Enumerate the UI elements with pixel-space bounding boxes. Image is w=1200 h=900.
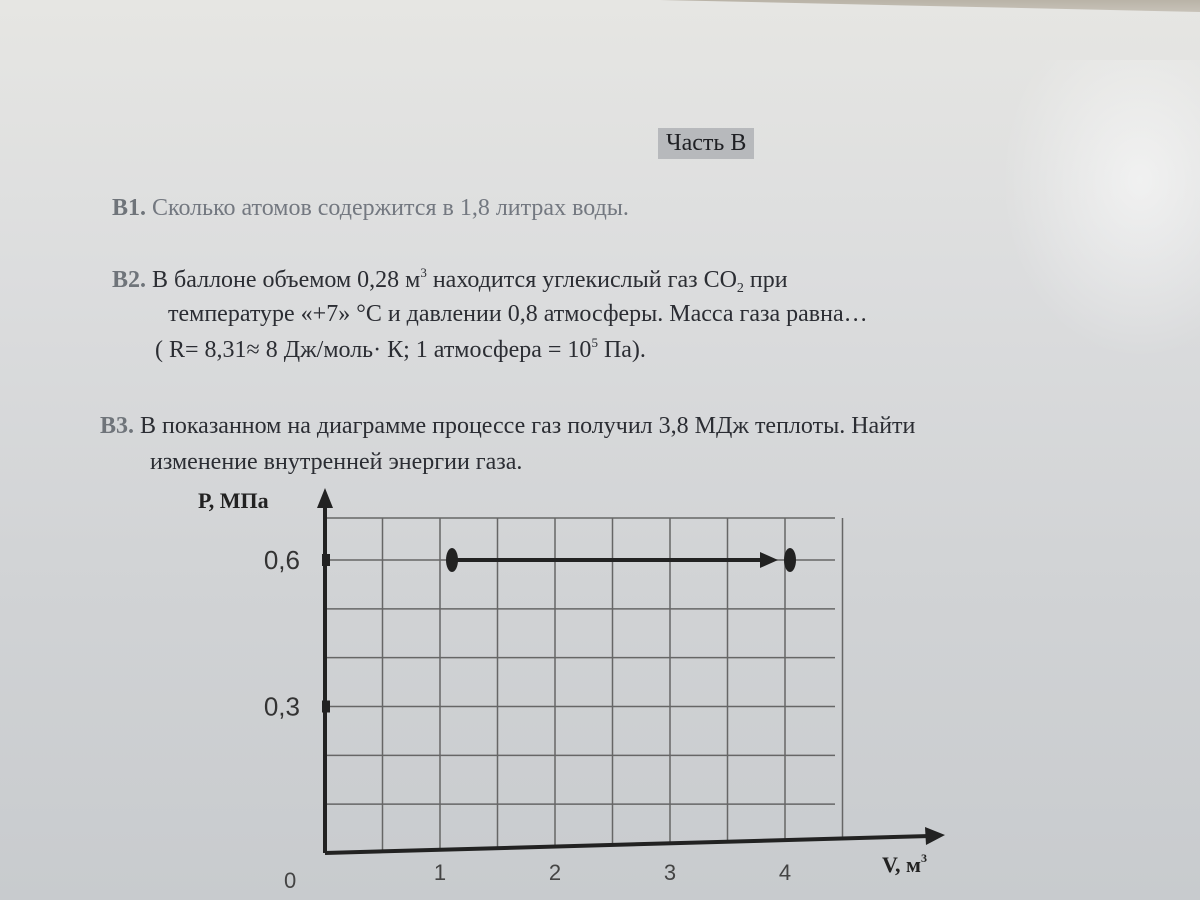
y-tick-mark: [322, 554, 330, 566]
x-axis-label-exponent: 3: [921, 851, 928, 865]
x-axis-label-text: V, м: [882, 852, 922, 877]
chart-grid: [325, 518, 843, 851]
task-b2-line2: температуре «+7» °С и давлении 0,8 атмосферы. Масса газа равна…: [168, 301, 868, 327]
y-tick-label: 0,3: [263, 691, 300, 722]
task-b3-label: В3.: [100, 413, 135, 439]
x-tick-label: 1: [433, 860, 447, 885]
task-b2-exponent-3: 3: [420, 265, 427, 280]
task-b2-subscript-2: 2: [736, 281, 744, 296]
y-tick-mark: [322, 701, 330, 713]
task-b1-text: Сколько атомов содержится в 1,8 литрах воды.: [152, 195, 629, 221]
task-b2-exponent-5: 5: [591, 335, 598, 350]
y-axis-arrow: [317, 488, 333, 508]
state-point-end: [784, 548, 796, 572]
task-b2-line1-part-a: В баллоне объемом 0,28 м: [152, 267, 421, 293]
task-b3-line2: изменение внутренней энергии газа.: [150, 449, 523, 475]
y-axis-label: Р, МПа: [198, 488, 269, 513]
chart-axes: [317, 488, 945, 853]
x-axis-arrow: [925, 827, 945, 845]
section-title: Часть В: [658, 128, 754, 159]
x-tick-label: 4: [778, 860, 792, 885]
task-b2-label: В2.: [112, 267, 147, 293]
task-b2-line1-part-c: при: [743, 267, 788, 293]
task-b2-line3-part-b: Па).: [597, 337, 646, 363]
chart-tick-labels: [264, 545, 791, 885]
task-b1-label: В1.: [112, 195, 147, 221]
chart-series: [446, 548, 796, 572]
task-b2-line3-part-a: ( R= 8,31≈ 8 Дж/моль· К; 1 атмосфера = 10: [155, 337, 592, 363]
state-point-start: [446, 548, 458, 572]
task-b2-line1-part-b: находится углекислый газ СО: [426, 267, 737, 293]
task-b3-line1: В показанном на диаграмме процессе газ получил 3,8 МДж теплоты. Найти: [140, 413, 916, 439]
x-tick-label: 2: [548, 860, 562, 885]
x-axis: [325, 836, 930, 853]
process-arrowhead: [760, 552, 778, 568]
y-tick-label: 0,6: [263, 545, 300, 575]
origin-label: 0: [284, 868, 297, 893]
x-axis-label: [882, 851, 927, 877]
x-tick-label: 3: [663, 860, 677, 885]
